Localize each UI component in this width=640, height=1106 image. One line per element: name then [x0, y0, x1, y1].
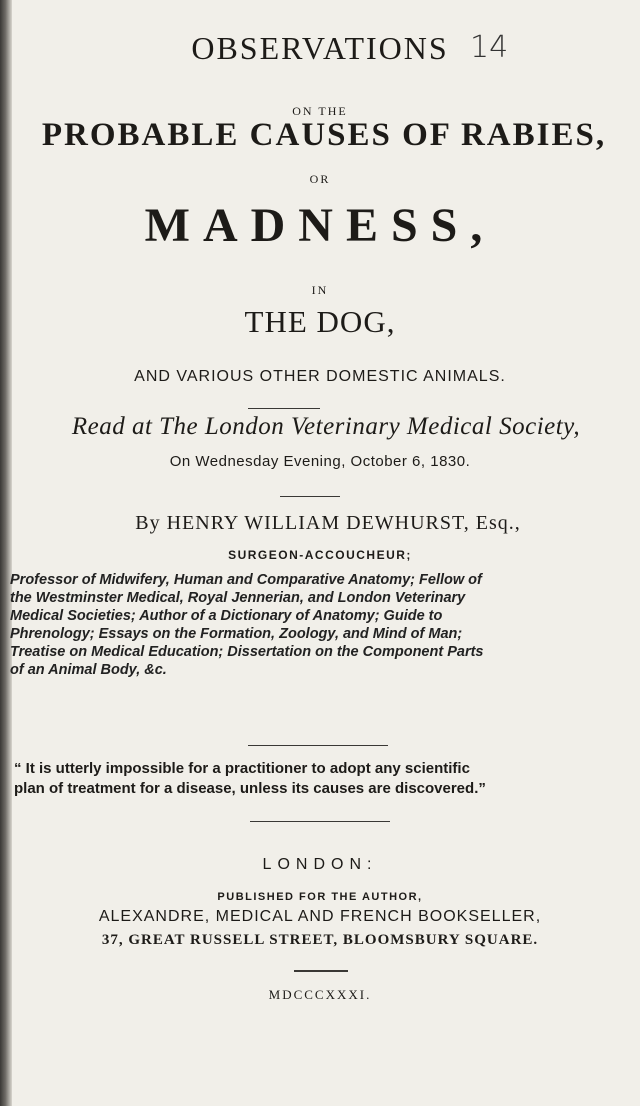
read-date: On Wednesday Evening, October 6, 1830.: [169, 453, 471, 470]
divider: [250, 821, 390, 822]
handwritten-mark: 14: [470, 30, 509, 65]
imprint-address: 37, GREAT RUSSELL STREET, BLOOMSBURY SQUARE.: [101, 932, 539, 948]
imprint-published: PUBLISHED FOR THE AUTHOR,: [217, 891, 423, 903]
main-title: OBSERVATIONS: [191, 30, 449, 66]
author-credentials: [10, 571, 630, 679]
subtitle-madness: MADNESS,: [144, 199, 496, 252]
credentials-line: of an Animal Body, &c.: [10, 662, 167, 678]
subtitle-or: OR: [309, 172, 331, 186]
epigraph: [14, 759, 634, 799]
credentials-line: Treatise on Medical Education; Dissertation on the Component Parts: [10, 644, 484, 660]
divider: [248, 408, 320, 409]
imprint-year: MDCCCXXXI.: [268, 987, 372, 1002]
divider: [248, 745, 388, 746]
subtitle-domestic-animals: AND VARIOUS OTHER DOMESTIC ANIMALS.: [134, 368, 506, 385]
credentials-line: Medical Societies; Author of a Dictionary of Anatomy; Guide to: [10, 608, 443, 624]
imprint-city: LONDON:: [262, 856, 378, 873]
subtitle-probable-causes: PROBABLE CAUSES OF RABIES,: [41, 117, 607, 153]
author-name: By HENRY WILLIAM DEWHURST, Esq.,: [135, 512, 521, 534]
credentials-line: Phrenology; Essays on the Formation, Zoology, and Mind of Man;: [10, 626, 463, 642]
epigraph-line: “ It is utterly impossible for a practitioner to adopt any scientific: [14, 760, 470, 777]
subtitle-on-the: ON THE: [292, 104, 348, 118]
imprint-publisher: ALEXANDRE, MEDICAL AND FRENCH BOOKSELLER,: [98, 908, 542, 925]
subtitle-the-dog: THE DOG,: [244, 304, 396, 339]
credentials-line: the Westminster Medical, Royal Jennerian, and London Veterinary: [10, 590, 466, 606]
subtitle-in: IN: [311, 283, 329, 297]
credentials-line: Professor of Midwifery, Human and Comparative Anatomy; Fellow of: [10, 572, 482, 588]
epigraph-line: plan of treatment for a disease, unless its causes are discovered.”: [14, 780, 486, 797]
author-title: SURGEON-ACCOUCHEUR;: [228, 548, 412, 562]
divider: [280, 496, 340, 497]
read-at-line: Read at The London Veterinary Medical Society,: [71, 413, 581, 440]
divider: [294, 970, 348, 972]
